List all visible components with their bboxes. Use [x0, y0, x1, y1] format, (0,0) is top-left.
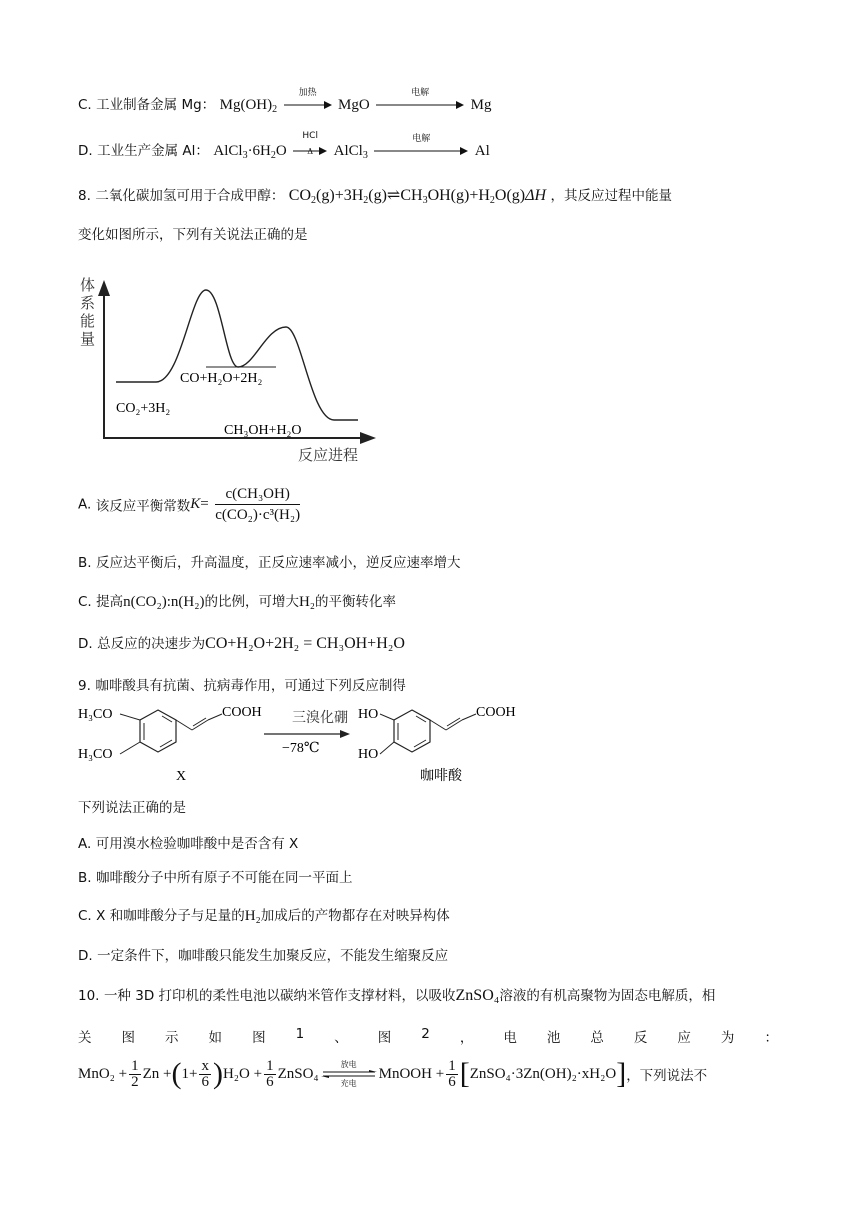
formula: AlCl: [213, 143, 243, 159]
bond: [380, 714, 394, 720]
option-text: 反应达平衡后，升高温度，正反应速率减小，逆反应速率增大: [96, 555, 461, 571]
bond: [380, 742, 394, 754]
option-text: 可用溴水检验咖啡酸中是否含有 X: [95, 836, 299, 852]
justified-char: 为: [720, 1030, 735, 1046]
equilibrium-arrows: [321, 1070, 377, 1078]
charge-label: 充电: [340, 1079, 357, 1088]
eq-part: MnO₂ +: [78, 1065, 128, 1082]
bond: [120, 742, 140, 754]
question-text: 溶液的有机高聚物为固态电解质，相: [499, 988, 716, 1004]
eq-part: Zn +: [142, 1065, 172, 1082]
left-paren: (: [171, 1057, 182, 1090]
energy-profile-diagram: [76, 272, 386, 468]
left-bracket: [: [459, 1057, 470, 1090]
question-number: 10.: [78, 988, 100, 1004]
subscript: 2: [311, 195, 317, 206]
right-bracket: ]: [616, 1057, 627, 1090]
fraction-numerator: x: [201, 1057, 209, 1074]
mole-ratio: n(CO₂):n(H₂): [123, 594, 205, 610]
q10-stem-line1: [78, 984, 715, 1005]
carboxyl-group: COOH: [476, 705, 516, 720]
benzene-ring: [394, 710, 430, 752]
fraction-denominator: 6: [448, 1073, 456, 1090]
compound-label: 咖啡酸: [420, 769, 462, 784]
justified-char: 图: [121, 1030, 136, 1046]
subscript: 2: [270, 150, 276, 161]
formula: Mg: [470, 97, 492, 113]
q8-stem-line2: [78, 223, 308, 243]
intermediate-label: CO+H₂O+2H₂: [180, 371, 263, 386]
reactant-x-structure: [78, 705, 262, 784]
caffeic-acid-structure: [358, 705, 516, 784]
reactant-label: CO₂+3H₂: [116, 401, 171, 416]
q8-option-a: [78, 484, 302, 530]
question-number: 9.: [78, 678, 91, 694]
bond: [208, 714, 222, 720]
eq-part: MnOOH +: [378, 1065, 445, 1082]
option-label: A.: [78, 836, 92, 852]
justified-char: 电: [503, 1030, 517, 1046]
eq-part: CH: [400, 187, 423, 204]
bond: [120, 714, 140, 720]
benzene-ring: [140, 710, 176, 752]
bond: [462, 714, 476, 720]
reaction-equation: [289, 187, 546, 204]
reaction-arrow: [293, 131, 327, 159]
justified-char: 应: [677, 1030, 691, 1046]
option-label: C.: [78, 908, 92, 924]
hydroxyl-group: HO: [358, 707, 379, 722]
justified-char: 图: [377, 1030, 392, 1046]
x-axis-arrow: [360, 432, 376, 444]
y-label-char: 量: [80, 332, 96, 348]
question-text: 一种 3D 打印机的柔性电池以碳纳米管作支撑材料，以吸收: [103, 988, 456, 1004]
fraction-numerator: c(CH₃OH): [215, 484, 300, 505]
justified-char: 图: [252, 1030, 266, 1046]
fraction-denominator: 2: [131, 1073, 139, 1090]
arrow-label: 电解: [412, 134, 431, 144]
reaction-arrow: [284, 88, 332, 113]
question-text: 变化如图所示，下列有关说法正确的是: [78, 227, 308, 243]
q9-option-d: [78, 944, 448, 964]
option-label: D.: [78, 948, 93, 964]
formula: O: [275, 143, 287, 159]
q9-stem: [78, 674, 406, 694]
q9-option-c: [78, 904, 450, 925]
q8-stem-line1: [78, 184, 672, 206]
equals-sign: =: [200, 496, 209, 512]
option-label: A.: [78, 496, 92, 513]
justified-char: 总: [590, 1030, 604, 1046]
fraction-numerator: 1: [448, 1057, 456, 1074]
arrow-condition: Δ: [307, 147, 314, 156]
option-text: 提高: [96, 594, 124, 610]
fraction: [264, 1059, 276, 1090]
justified-char: 关: [78, 1030, 92, 1046]
subscript: 3: [362, 150, 368, 161]
q10-battery-equation: [78, 1052, 707, 1096]
option-text: 的平衡转化率: [315, 594, 397, 610]
q10-stem-line2: [78, 1026, 778, 1046]
eq-part: 1+: [181, 1065, 198, 1082]
formula: H₂: [298, 594, 316, 610]
option-text: 工业制备金属 Mg：: [96, 97, 216, 113]
option-c-q7: [78, 88, 492, 115]
formula: ZnSO₄: [455, 987, 500, 1004]
justified-char: ：: [764, 1030, 778, 1046]
hydroxyl-group: HO: [358, 747, 379, 762]
option-text: 该反应平衡常数: [95, 498, 191, 515]
fraction-denominator: 6: [266, 1073, 274, 1090]
eq-part: OH(g)+H: [427, 187, 490, 204]
justified-char: 池: [546, 1030, 561, 1046]
q8-option-d: [78, 632, 405, 653]
q9-option-b: [78, 866, 353, 886]
y-label-char: 能: [80, 314, 96, 330]
y-label-char: 系: [80, 296, 96, 312]
option-label: D.: [78, 636, 93, 652]
ring-double-bond: [160, 740, 172, 747]
option-label: C.: [78, 594, 92, 610]
fraction-numerator: 1: [266, 1057, 274, 1074]
methoxy-group: H₃CO: [78, 707, 113, 722]
equilibrium-constant-fraction: [215, 484, 300, 525]
enthalpy-symbol: ΔH: [525, 187, 547, 204]
option-label: C.: [78, 97, 92, 113]
option-d-q7: [78, 131, 490, 161]
discharge-label: 放电: [340, 1060, 357, 1069]
formula: Mg(OH): [219, 97, 273, 113]
reaction-condition-arrow: [264, 710, 350, 756]
charge-discharge-arrows: [321, 1059, 377, 1089]
option-text: 一定条件下，咖啡酸只能发生加聚反应，不能发生缩聚反应: [97, 948, 449, 964]
formula: ·6H: [247, 143, 271, 159]
subscript: 2: [489, 195, 495, 206]
formula: AlCl: [333, 143, 363, 159]
eq-part: ZnSO₄·3Zn(OH)₂·xH₂O: [469, 1065, 617, 1082]
compound-label: X: [176, 769, 187, 784]
caffeic-acid-synthesis-scheme: [76, 700, 536, 788]
option-text: 咖啡酸分子中所有原子不可能在同一平面上: [96, 870, 353, 886]
justified-char: 1: [295, 1026, 305, 1042]
x-axis-label: 反应进程: [298, 448, 359, 464]
reagent-label: 三溴化硼: [292, 711, 348, 726]
eq-part: (g)+3H: [316, 187, 364, 204]
eq-part: (g): [368, 187, 387, 204]
y-label-char: 体: [80, 278, 96, 294]
eq-part: O(g): [494, 187, 526, 204]
rate-determining-equation: CO+H₂O+2H₂ = CH₃OH+H₂O: [205, 635, 405, 652]
subscript: 3: [422, 195, 428, 206]
arrow-label: HCl: [302, 131, 318, 141]
justified-char: 示: [165, 1030, 179, 1046]
option-label: B.: [78, 870, 92, 886]
question-text: ，下列说法不: [626, 1068, 708, 1084]
reaction-arrow: [376, 88, 464, 113]
q9-option-a: [78, 832, 298, 852]
y-axis-label: [80, 277, 95, 348]
option-text: 工业生产金属 Al：: [97, 143, 209, 159]
reaction-arrow: [374, 134, 468, 159]
option-label: B.: [78, 555, 92, 571]
fraction-denominator: 6: [201, 1073, 209, 1090]
temperature-label: −78℃: [282, 741, 320, 756]
question-text: 下列说法正确的是: [78, 800, 186, 816]
right-paren: ): [212, 1057, 223, 1090]
question-number: 8.: [78, 188, 91, 204]
product-label: CH₃OH+H₂O: [224, 423, 302, 438]
option-text: X 和咖啡酸分子与足量的: [96, 908, 245, 924]
eq-part: H₂O +: [222, 1065, 263, 1082]
subscript: 2: [363, 195, 369, 206]
eq-part: CO: [288, 187, 312, 204]
fraction: [199, 1059, 211, 1090]
option-text: 总反应的决速步为: [97, 636, 206, 652]
subscript: 2: [272, 104, 278, 115]
justified-char: 如: [208, 1030, 223, 1046]
question-text: ，其反应过程中能量: [550, 188, 673, 204]
q8-option-c: [78, 590, 396, 611]
fraction: [446, 1059, 458, 1090]
arrow-label: 电解: [411, 88, 430, 98]
equilibrium-constant-symbol: K: [190, 496, 201, 512]
q8-option-b: [78, 551, 461, 571]
justified-char: 2: [421, 1026, 430, 1042]
ring-double-bond: [414, 740, 426, 747]
bond: [430, 720, 446, 730]
justified-char: ，: [459, 1030, 474, 1046]
justified-char: 反: [633, 1030, 648, 1046]
formula: H₂: [244, 908, 261, 924]
bond: [176, 720, 192, 730]
option-label: D.: [78, 143, 93, 159]
carboxyl-group: COOH: [222, 705, 262, 720]
option-text: 的比例，可增大: [204, 594, 299, 610]
justified-char: 、: [334, 1030, 348, 1046]
arrow-head: [340, 730, 350, 738]
q9-prompt: [78, 796, 186, 816]
arrow-label: 加热: [298, 88, 317, 98]
equilibrium-arrow: ⇌: [386, 187, 401, 204]
fraction-numerator: 1: [131, 1057, 139, 1074]
fraction-denominator: c(CO₂)·c³(H₂): [215, 507, 301, 523]
formula: MgO: [338, 97, 370, 113]
question-text: 咖啡酸具有抗菌、抗病毒作用，可通过下列反应制得: [95, 678, 406, 694]
eq-part: ZnSO₄: [277, 1065, 319, 1082]
methoxy-group: H₃CO: [78, 747, 113, 762]
question-text: 二氧化碳加氢可用于合成甲醇：: [95, 188, 285, 204]
formula: Al: [474, 143, 490, 159]
fraction: [129, 1059, 141, 1090]
y-axis-arrow: [98, 280, 110, 296]
subscript: 3: [242, 150, 248, 161]
option-text: 加成后的产物都存在对映异构体: [260, 908, 450, 924]
